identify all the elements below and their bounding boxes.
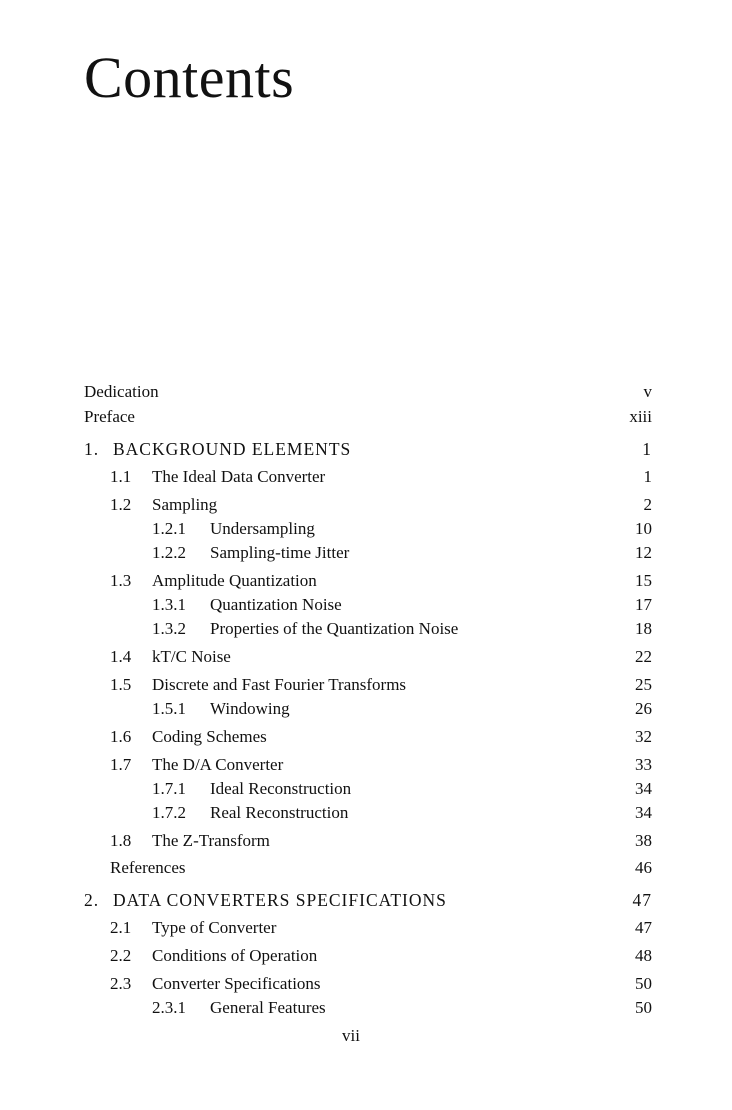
toc-entry-title: Sampling-time Jitter bbox=[210, 543, 350, 562]
toc-entry-page: 1 bbox=[642, 439, 652, 459]
toc-entry-subsection[interactable] bbox=[84, 593, 652, 617]
toc-entry-number: 1.5.1 bbox=[152, 699, 186, 718]
toc-entry-number: 1.3.1 bbox=[152, 595, 186, 614]
toc-entry-title: References bbox=[110, 858, 186, 877]
toc-entry-chapter[interactable] bbox=[84, 888, 652, 912]
toc-entry-title: The D/A Converter bbox=[152, 755, 284, 774]
page-folio: vii bbox=[342, 1026, 360, 1045]
toc-entry-title: Conditions of Operation bbox=[152, 946, 318, 965]
toc-entry-page: 48 bbox=[635, 946, 652, 965]
toc-entry-number: 1.6 bbox=[110, 727, 132, 746]
toc-entry-page: 22 bbox=[635, 647, 652, 666]
toc-entry-front[interactable] bbox=[84, 380, 652, 404]
toc-entry-page: 33 bbox=[635, 755, 652, 774]
page-title: Contents bbox=[84, 45, 295, 110]
toc-entry-section[interactable] bbox=[84, 916, 652, 940]
toc-entry-subsection[interactable] bbox=[84, 517, 652, 541]
toc-entry-title: Ideal Reconstruction bbox=[210, 779, 352, 798]
toc-entry-title: Amplitude Quantization bbox=[152, 571, 317, 590]
toc-entry-page: 34 bbox=[635, 803, 652, 822]
toc-entry-page: 50 bbox=[635, 974, 652, 993]
toc-entry-title: Converter Specifications bbox=[152, 974, 321, 993]
toc-entry-number: 2.1 bbox=[110, 918, 132, 937]
toc-entry-title: The Z-Transform bbox=[152, 831, 270, 850]
toc-entry-title: DATA CONVERTERS SPECIFICATIONS bbox=[113, 890, 447, 910]
toc-entry-number: 1.7.1 bbox=[152, 779, 186, 798]
toc-entry-page: 2 bbox=[643, 495, 652, 514]
toc-entry-page: 34 bbox=[635, 779, 652, 798]
toc-entry-title: Windowing bbox=[210, 699, 290, 718]
toc-entry-section[interactable] bbox=[84, 673, 652, 697]
toc-entry-page: 47 bbox=[632, 890, 652, 910]
toc-entry-number: 1.7 bbox=[110, 755, 132, 774]
toc-entry-title: The Ideal Data Converter bbox=[152, 467, 326, 486]
toc-entry-subsection[interactable] bbox=[84, 777, 652, 801]
toc-entry-number: 1.5 bbox=[110, 675, 132, 694]
toc-entry-section[interactable] bbox=[84, 944, 652, 968]
toc-entry-number: 1.3 bbox=[110, 571, 132, 590]
toc-entry-section[interactable] bbox=[84, 753, 652, 777]
toc-entry-front[interactable] bbox=[84, 405, 652, 429]
toc-entry-section[interactable] bbox=[84, 569, 652, 593]
toc-entry-page: 32 bbox=[635, 727, 652, 746]
toc-entry-section[interactable] bbox=[84, 493, 652, 517]
toc-entry-page: 25 bbox=[635, 675, 652, 694]
toc-entry-title: Sampling bbox=[152, 495, 218, 514]
toc-entry-page: 12 bbox=[635, 543, 652, 562]
toc-entry-page: 50 bbox=[635, 998, 652, 1017]
toc-entry-number: 1.8 bbox=[110, 831, 132, 850]
toc-entry-title: Properties of the Quantization Noise bbox=[210, 619, 459, 638]
toc-entry-number: 1.7.2 bbox=[152, 803, 186, 822]
toc-entry-number: 1.2 bbox=[110, 495, 132, 514]
toc-entry-page: 47 bbox=[635, 918, 652, 937]
toc-entry-title: Preface bbox=[84, 407, 135, 426]
toc-entry-page: 26 bbox=[635, 699, 652, 718]
toc-entry-references[interactable] bbox=[84, 856, 652, 880]
toc-entry-section[interactable] bbox=[84, 465, 652, 489]
toc-entry-title: Dedication bbox=[84, 382, 159, 401]
toc-entry-subsection[interactable] bbox=[84, 697, 652, 721]
toc-entry-title: Real Reconstruction bbox=[210, 803, 349, 822]
toc-entry-section[interactable] bbox=[84, 829, 652, 853]
table-of-contents bbox=[84, 380, 652, 1020]
toc-entry-title: General Features bbox=[210, 998, 326, 1017]
toc-entry-chapter[interactable] bbox=[84, 437, 652, 461]
toc-entry-page: xiii bbox=[629, 407, 652, 426]
toc-entry-title: Coding Schemes bbox=[152, 727, 267, 746]
toc-entry-subsection[interactable] bbox=[84, 996, 652, 1020]
toc-entry-page: 38 bbox=[635, 831, 652, 850]
toc-entry-title: Type of Converter bbox=[152, 918, 277, 937]
toc-entry-title: Discrete and Fast Fourier Transforms bbox=[152, 675, 407, 694]
toc-entry-page: 17 bbox=[635, 595, 652, 614]
toc-entry-number: 1.1 bbox=[110, 467, 132, 486]
toc-entry-title: Undersampling bbox=[210, 519, 315, 538]
toc-entry-number: 2.3.1 bbox=[152, 998, 186, 1017]
toc-entry-subsection[interactable] bbox=[84, 541, 652, 565]
toc-entry-section[interactable] bbox=[84, 972, 652, 996]
toc-entry-subsection[interactable] bbox=[84, 801, 652, 825]
toc-entry-page: 18 bbox=[635, 619, 652, 638]
toc-entry-section[interactable] bbox=[84, 645, 652, 669]
toc-entry-number: 2.2 bbox=[110, 946, 132, 965]
toc-entry-title: kT/C Noise bbox=[152, 647, 231, 666]
toc-entry-title: Quantization Noise bbox=[210, 595, 342, 614]
toc-entry-number: 1.2.1 bbox=[152, 519, 186, 538]
toc-entry-subsection[interactable] bbox=[84, 617, 652, 641]
toc-entry-number: 2. bbox=[84, 890, 100, 910]
toc-entry-title: BACKGROUND ELEMENTS bbox=[113, 439, 352, 459]
toc-entry-page: 15 bbox=[635, 571, 652, 590]
toc-entry-section[interactable] bbox=[84, 725, 652, 749]
toc-entry-number: 1. bbox=[84, 439, 100, 459]
toc-entry-number: 2.3 bbox=[110, 974, 132, 993]
toc-entry-page: 1 bbox=[643, 467, 652, 486]
toc-entry-page: v bbox=[643, 382, 652, 401]
toc-entry-page: 10 bbox=[635, 519, 652, 538]
toc-entry-number: 1.2.2 bbox=[152, 543, 186, 562]
toc-entry-number: 1.3.2 bbox=[152, 619, 186, 638]
toc-entry-number: 1.4 bbox=[110, 647, 132, 666]
toc-entry-page: 46 bbox=[635, 858, 652, 877]
